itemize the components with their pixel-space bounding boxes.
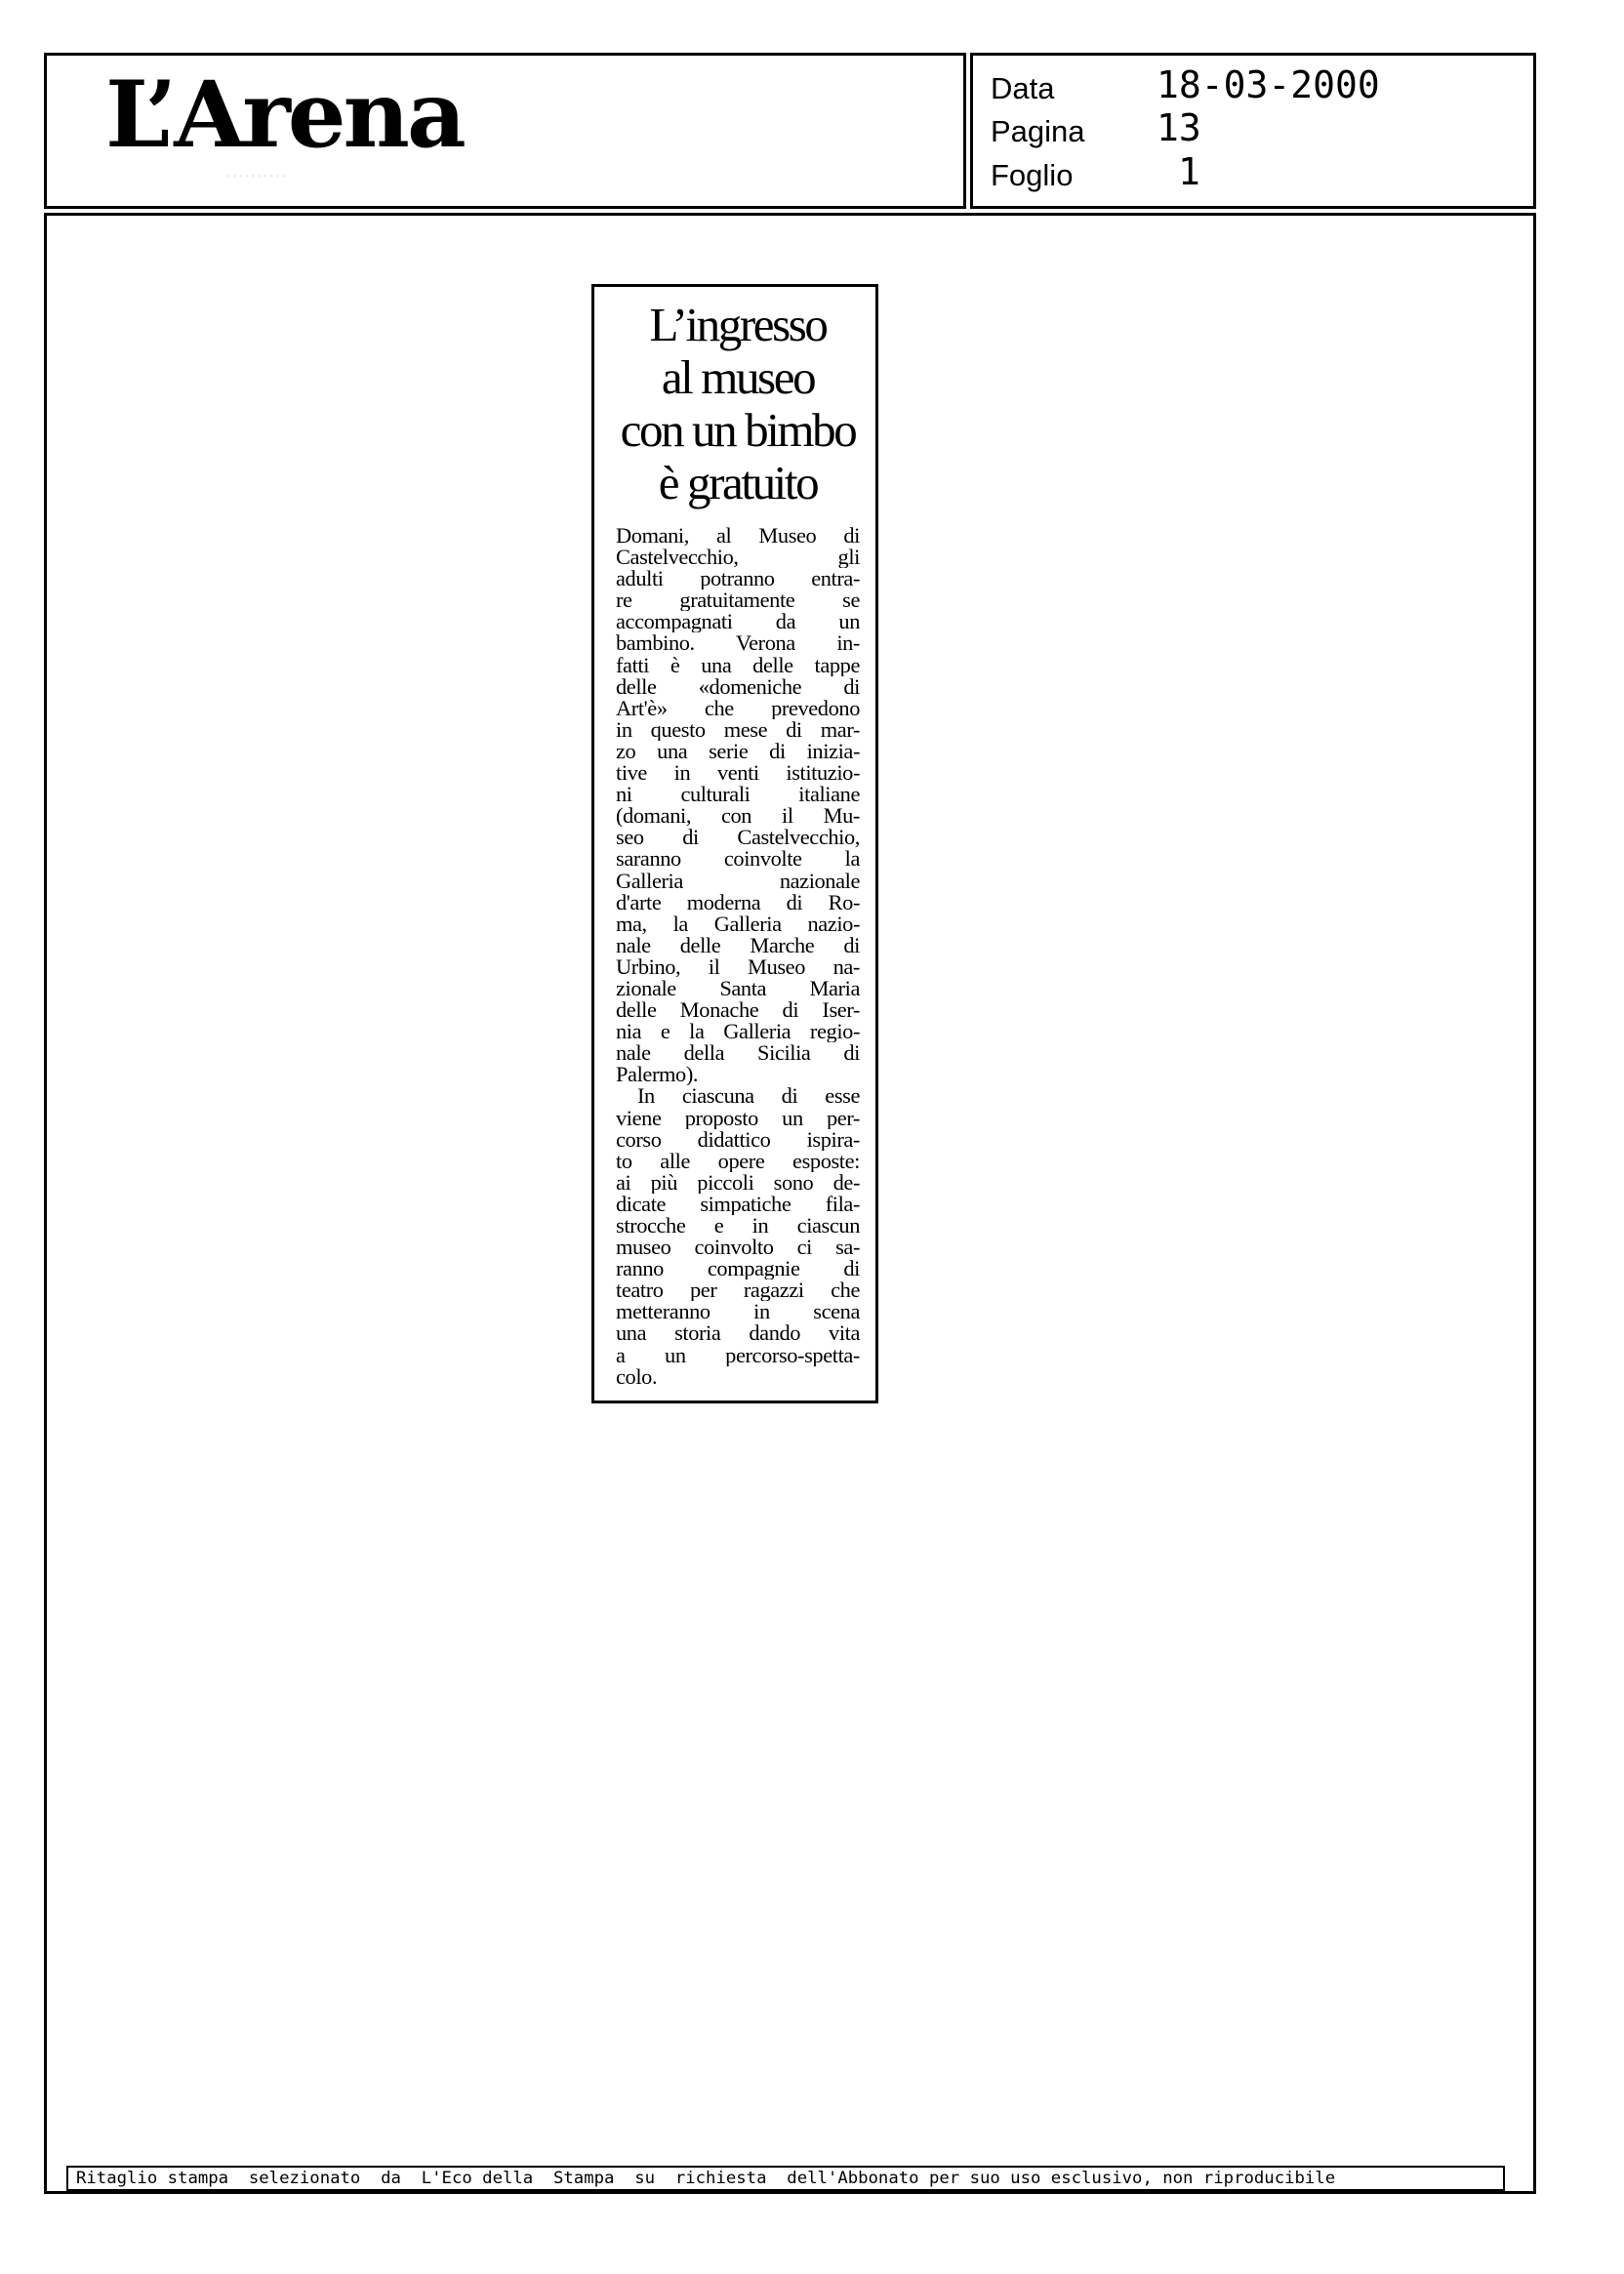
- article-line: a un percorso-spetta-: [616, 1344, 860, 1366]
- article-line: viene proposto un per-: [616, 1107, 860, 1129]
- article-line: delle «domeniche di: [616, 675, 860, 698]
- article-line: museo coinvolto ci sa-: [616, 1237, 860, 1259]
- headline-line: è gratuito: [658, 456, 818, 509]
- headline-line: L’ingresso: [649, 298, 827, 351]
- article-line: nale della Sicilia di: [616, 1042, 860, 1065]
- article-line: teatro per ragazzi che: [616, 1279, 860, 1302]
- article-line: delle Monache di Iser-: [616, 999, 860, 1022]
- meta-label-foglio: Foglio: [991, 158, 1074, 192]
- meta-value-foglio: 1: [1178, 150, 1200, 193]
- article-line: Urbino, il Museo na-: [616, 955, 860, 978]
- article-line: nale delle Marche di: [616, 934, 860, 956]
- article-line: in questo mese di mar-: [616, 718, 860, 741]
- article-line: to alle opere esposte:: [616, 1150, 860, 1172]
- article-body: [616, 525, 860, 1388]
- article-line: ai più piccoli sono de-: [616, 1171, 860, 1194]
- article-line: strocche e in ciascun: [616, 1215, 860, 1238]
- article-line: Galleria nazionale: [616, 870, 860, 892]
- article-line: re gratuitamente se: [616, 589, 860, 612]
- footer-disclaimer: Ritaglio stampa selezionato da L'Eco della Stampa su richiesta dell'Abbonato per suo uso esclusivo, non riproducibile: [66, 2166, 1505, 2191]
- article-line: d'arte moderna di Ro-: [616, 891, 860, 914]
- article-line: Art'è» che prevedono: [616, 697, 860, 719]
- clipping-meta-box: [970, 53, 1536, 209]
- article-line: adulti potranno entra-: [616, 568, 860, 590]
- article-headline: [616, 299, 860, 509]
- article-line: Palermo).: [616, 1064, 699, 1086]
- meta-label-data: Data: [991, 71, 1055, 105]
- article-line: ranno compagnie di: [616, 1258, 860, 1280]
- article-line: nia e la Galleria regio-: [616, 1021, 860, 1043]
- article-line: una storia dando vita: [616, 1322, 860, 1345]
- article-line: colo.: [616, 1365, 658, 1388]
- article-line: ni culturali italiane: [616, 784, 860, 806]
- article-line: Castelvecchio, gli: [616, 547, 860, 569]
- article-line: fatti è una delle tappe: [616, 654, 860, 676]
- article-line: dicate simpatiche fila-: [616, 1193, 860, 1215]
- article-clipping: [591, 284, 878, 1403]
- article-line: Domani, al Museo di: [616, 525, 860, 548]
- meta-label-pagina: Pagina: [991, 114, 1085, 148]
- headline-line: al museo: [661, 350, 815, 404]
- newspaper-masthead: L’Arena: [105, 61, 464, 169]
- article-line: ma, la Galleria nazio-: [616, 913, 860, 935]
- article-line: saranno coinvolte la: [616, 848, 860, 871]
- article-line: In ciascuna di esse: [637, 1085, 860, 1108]
- masthead-small-print: · · · · · · · · · ·: [227, 173, 286, 180]
- article-line: tive in venti istituzio-: [616, 762, 860, 785]
- article-line: corso didattico ispira-: [616, 1128, 860, 1151]
- article-line: zionale Santa Maria: [616, 977, 860, 1000]
- article-line: (domani, con il Mu-: [616, 805, 860, 828]
- article-line: seo di Castelvecchio,: [616, 827, 860, 849]
- article-line: metteranno in scena: [616, 1301, 860, 1323]
- article-line: accompagnati da un: [616, 611, 860, 633]
- masthead-box: [44, 53, 966, 209]
- meta-value-data: 18-03-2000: [1157, 63, 1380, 106]
- meta-value-pagina: 13: [1157, 106, 1201, 149]
- article-line: zo una serie di inizia-: [616, 740, 860, 763]
- article-line: bambino. Verona in-: [616, 632, 860, 655]
- headline-line: con un bimbo: [620, 403, 856, 457]
